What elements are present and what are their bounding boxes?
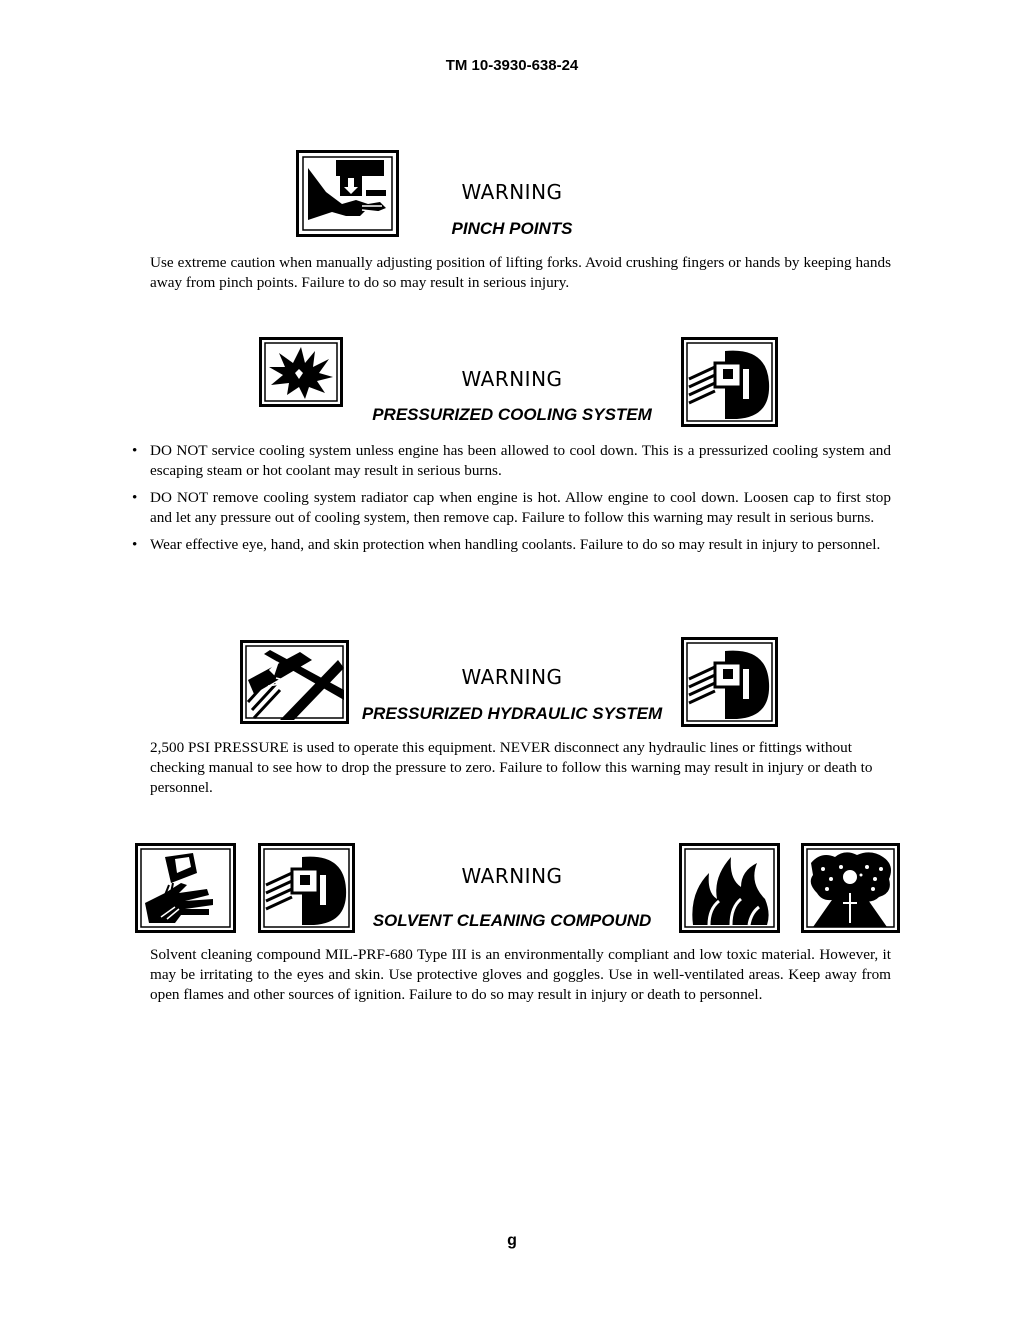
warning-heading: WARNING bbox=[461, 864, 563, 888]
list-item: • DO NOT service cooling system unless engine has been allowed to cool down. This is a pressurized cooling system and escaping steam or hot coolant may result in serious burns. bbox=[150, 441, 891, 481]
page-number: g bbox=[507, 1232, 517, 1249]
warning-bullet-list bbox=[150, 441, 891, 562]
list-item: • Wear effective eye, hand, and skin protection when handling coolants. Failure to do so may result in injury to personnel. bbox=[150, 535, 891, 555]
warning-subtitle: PINCH POINTS bbox=[451, 219, 573, 238]
warning-heading: WARNING bbox=[461, 180, 563, 204]
warning-heading: WARNING bbox=[461, 367, 563, 391]
warning-heading: WARNING bbox=[461, 665, 563, 689]
warning-subtitle: PRESSURIZED HYDRAULIC SYSTEM bbox=[361, 704, 663, 723]
warning-subtitle: SOLVENT CLEANING COMPOUND bbox=[372, 911, 652, 930]
warning-paragraph: 2,500 PSI PRESSURE is used to operate this equipment. NEVER disconnect any hydraulic lines or fittings without checking manual to see how to drop the pressure to zero. Failure to follow this warning may result in injury or death to personnel. bbox=[150, 739, 873, 796]
warning-paragraph: Solvent cleaning compound MIL-PRF-680 Type III is an environmentally compliant and low toxic material. However, it may be irritating to the eyes and skin. Use protective gloves and goggles. Use in well-ventilated areas. Keep away from open flames and other sources of ignition. Failure to do so may result in injury or death to personnel. bbox=[150, 946, 891, 1003]
document-number: TM 10-3930-638-24 bbox=[445, 57, 579, 74]
list-item: • DO NOT remove cooling system radiator cap when engine is hot. Allow engine to cool down. Loosen cap to first stop and let any pressure out of cooling system, then remove cap. Failure to follow this warning may result in serious burns. bbox=[150, 488, 891, 528]
warning-paragraph: Use extreme caution when manually adjusting position of lifting forks. Avoid crushing fingers or hands by keeping hands away from pinch points. Failure to do so may result in serious injury. bbox=[150, 254, 891, 291]
warning-subtitle: PRESSURIZED COOLING SYSTEM bbox=[372, 405, 652, 424]
